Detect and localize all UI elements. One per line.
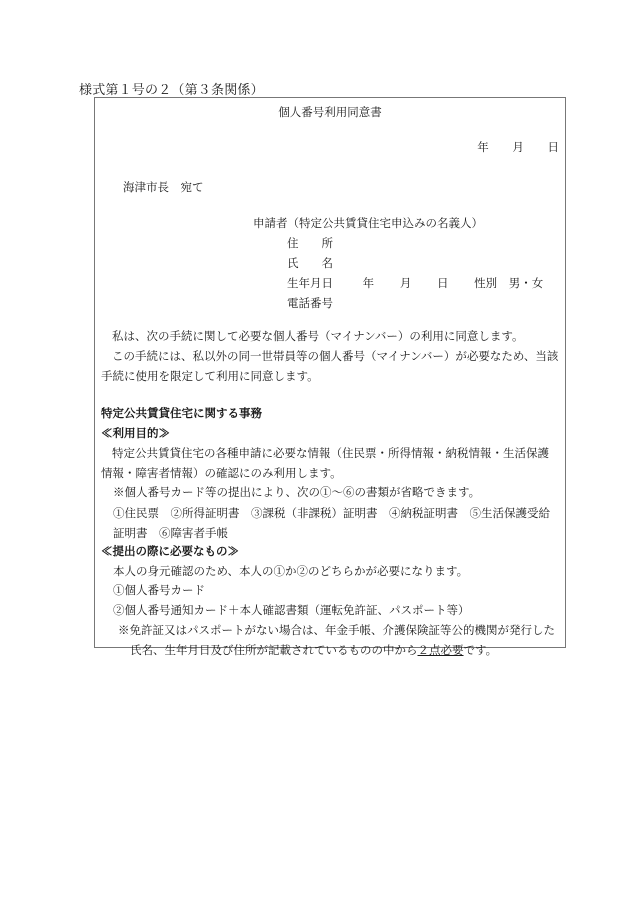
- date-field[interactable]: [477, 139, 559, 155]
- purpose-body: 特定公共賃貸住宅の各種申請に必要な情報（住民票・所得情報・納税情報・生活保護情報・障害者情報）の確認にのみ利用します。: [101, 446, 549, 480]
- birthdate-gender-field[interactable]: [287, 275, 543, 291]
- id-document-note: ※免許証又はパスポートがない場合は、年金手帳、介護保険証等公的機関が発行した氏名、生年月日及び住所が記載されているものの中から２点必要です。: [118, 623, 555, 657]
- addressee: 海津市長 宛て: [123, 180, 204, 194]
- omission-note: ※個人番号カード等の提出により、次の①～⑥の書類が省略できます。: [113, 485, 481, 499]
- option-2: ②個人番号通知カード＋本人確認書類（運転免許証、パスポート等）: [113, 603, 470, 617]
- consent-form-frame: [94, 97, 566, 657]
- phone-label: 電話番号: [287, 296, 333, 310]
- date-month-label: 月: [512, 140, 524, 154]
- option-1: ①個人番号カード: [113, 583, 205, 597]
- omittable-documents: ①住民票 ②所得証明書 ③課税（非課税）証明書 ④納税証明書 ⑤生活保護受給証明書 ⑥障害者手帳: [113, 506, 550, 540]
- applicant-heading: 申請者（特定公共賃貸住宅申込みの名義人）: [253, 216, 483, 230]
- consent-paragraph-1: 私は、次の手続に関して必要な個人番号（マイナンバー）の利用に同意します。: [112, 329, 524, 343]
- gender-label: 性別: [474, 276, 498, 290]
- form-number: 様式第１号の２（第３条関係）: [79, 83, 264, 98]
- name-label: 氏 名: [287, 256, 333, 270]
- birthdate-label: 生年月日: [287, 276, 333, 290]
- birth-year-label: 年: [362, 276, 375, 290]
- birth-day-label: 日: [436, 276, 449, 290]
- birth-month-label: 月: [399, 276, 412, 290]
- consent-paragraph-2: この手続には、私以外の同一世帯員等の個人番号（マイナンバー）が必要なため、当該手続に使用を限定して利用に同意します。: [101, 349, 559, 383]
- date-day-label: 日: [547, 140, 559, 154]
- date-year-label: 年: [477, 140, 489, 154]
- submit-heading: ≪提出の際に必要なもの≫: [101, 544, 239, 558]
- address-label: 住 所: [287, 236, 333, 250]
- gender-options[interactable]: 男・女: [508, 276, 544, 290]
- submit-body: 本人の身元確認のため、本人の①か②のどちらかが必要になります。: [113, 564, 469, 578]
- purpose-heading: ≪利用目的≫: [101, 426, 170, 440]
- underlined-requirement: ２点必要: [417, 642, 464, 657]
- section-title: 特定公共賃貸住宅に関する事務: [101, 406, 262, 420]
- name-field[interactable]: [287, 255, 333, 271]
- phone-field[interactable]: [287, 295, 333, 311]
- address-field[interactable]: [287, 235, 333, 251]
- document-title: 個人番号利用同意書: [278, 105, 382, 119]
